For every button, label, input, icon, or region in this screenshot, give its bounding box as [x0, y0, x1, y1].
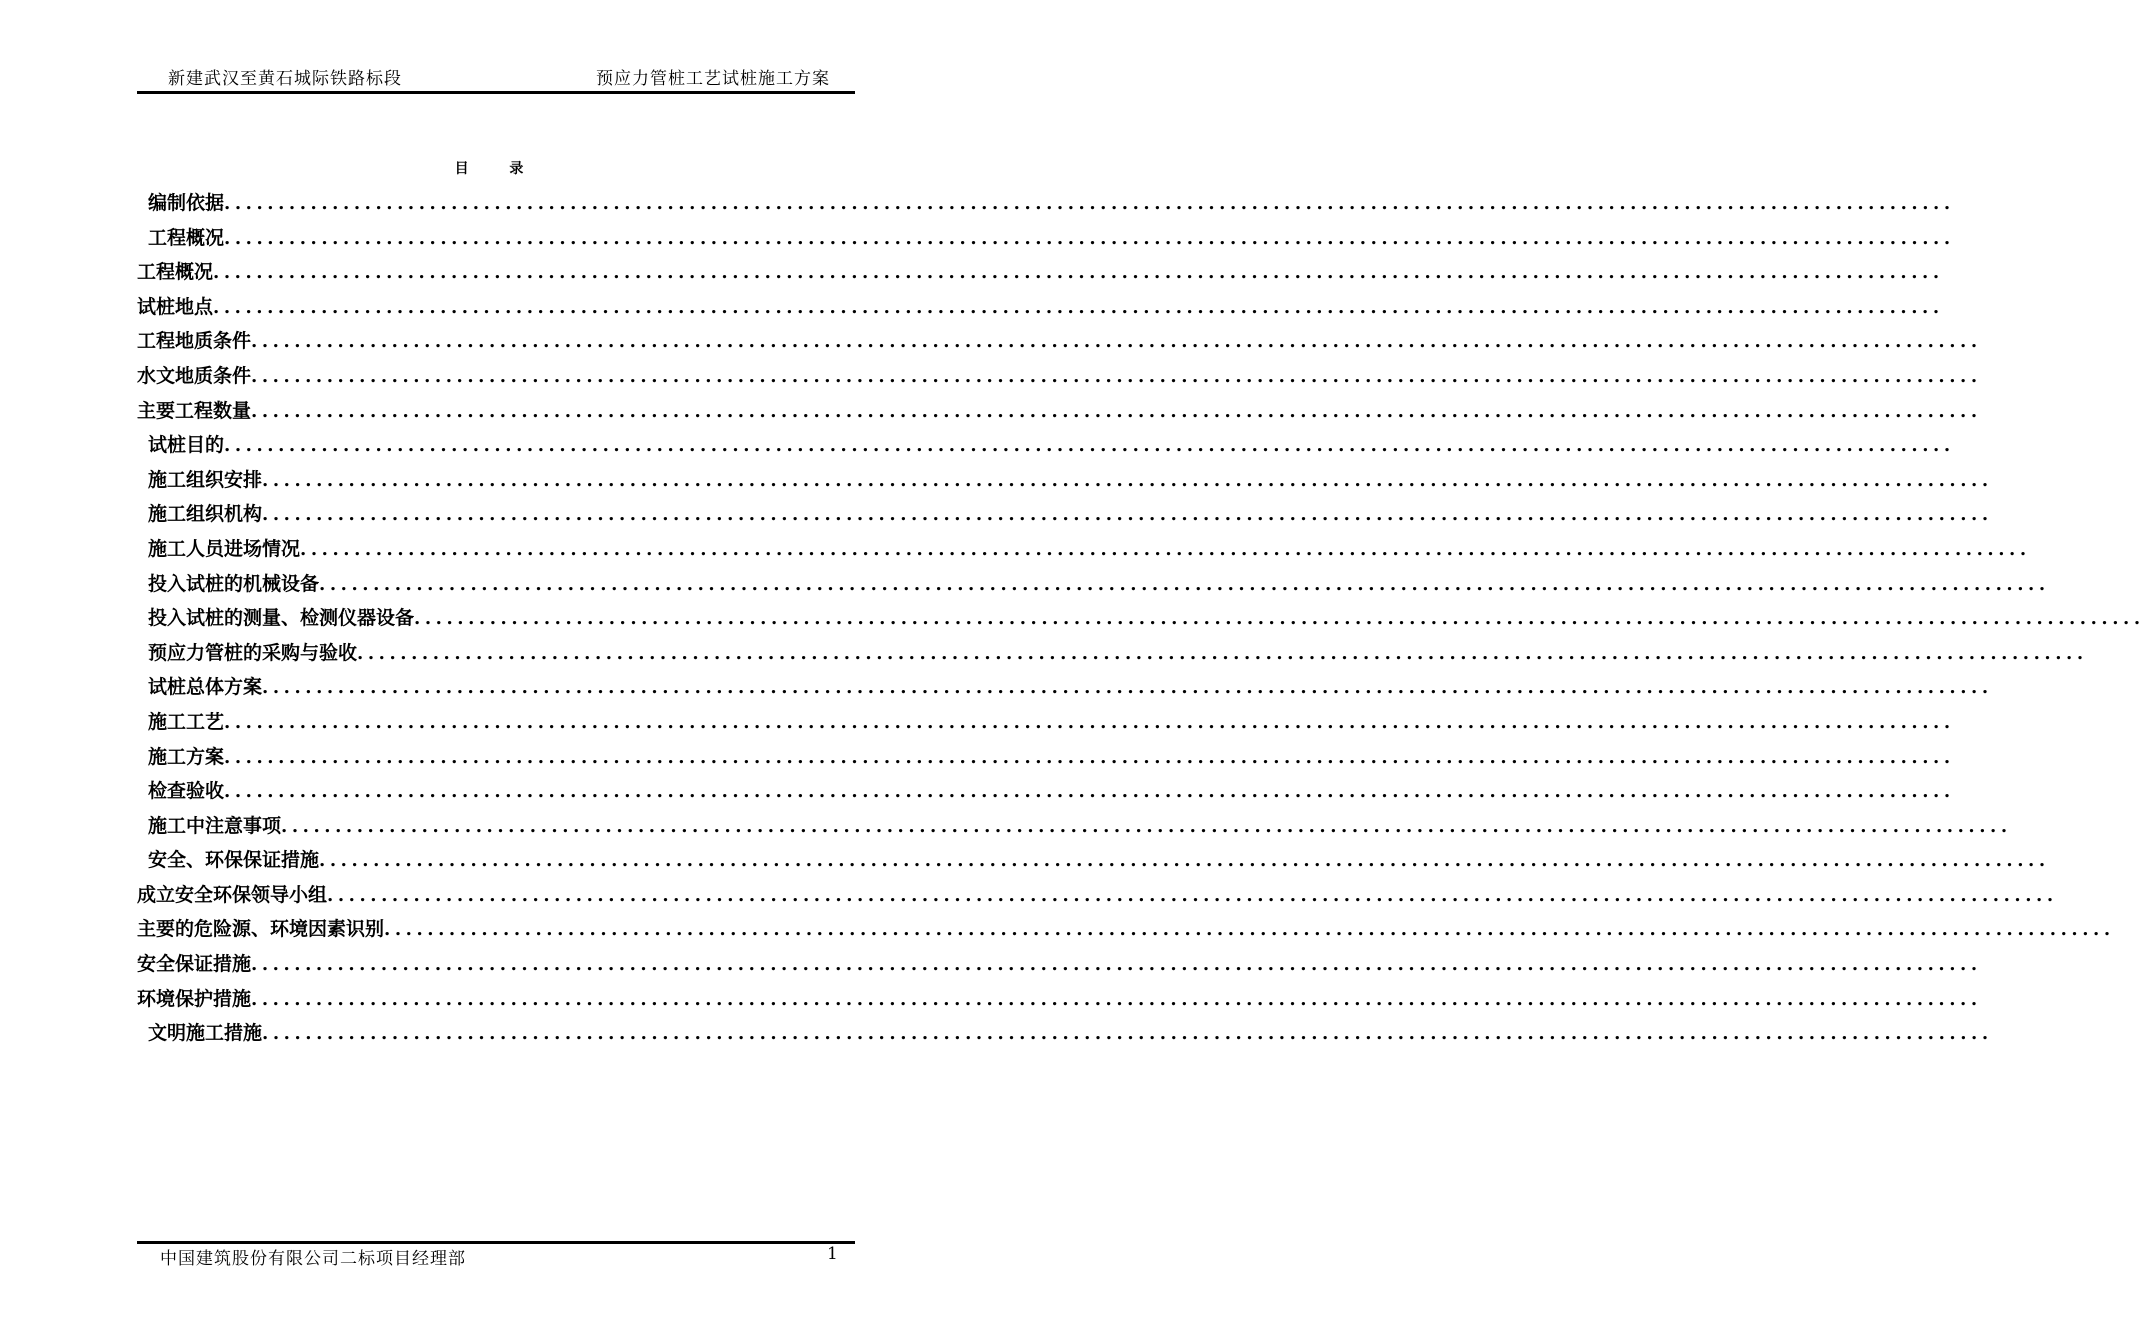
- toc-dot-leader: ................................................................................................................................................................: [251, 988, 1982, 1010]
- toc-dot-leader: ................................................................................................................................................................: [224, 746, 1955, 768]
- toc-entry-label: 施工方案: [148, 745, 225, 768]
- header-document-title: 预应力管桩工艺试桩施工方案: [596, 69, 830, 89]
- toc-entry[interactable]: [137, 359, 1982, 394]
- toc-dot-leader: ................................................................................................................................................................: [224, 781, 1955, 803]
- toc-dot-leader: ................................................................................................................................................................: [251, 954, 1982, 976]
- toc-entry-label: 安全、环保保证措施: [148, 849, 320, 872]
- toc-title: 目 录: [454, 161, 542, 177]
- toc-dot-leader: ................................................................................................................................................................: [251, 400, 1982, 422]
- page-number: 1: [827, 1244, 838, 1264]
- toc-entry[interactable]: [137, 982, 1982, 1017]
- toc-dot-leader: ................................................................................................................................................................: [224, 435, 1955, 457]
- toc-dot-leader: ................................................................................................................................................................: [262, 677, 1993, 699]
- page-header: [138, 64, 854, 94]
- toc-entry-label: 施工组织机构: [148, 503, 263, 526]
- toc-entry-label: 工程概况: [148, 226, 225, 249]
- toc-entry[interactable]: [137, 705, 1955, 740]
- toc-dot-leader: ................................................................................................................................................................: [319, 850, 2050, 872]
- toc-dot-leader: ................................................................................................................................................................: [357, 642, 2088, 664]
- toc-entry-label: 检查验收: [148, 780, 225, 803]
- toc-entry[interactable]: [137, 878, 2058, 913]
- toc-entry-label: 试桩目的: [148, 434, 225, 457]
- toc-entry[interactable]: [137, 532, 2031, 567]
- toc-entry[interactable]: [137, 740, 1955, 775]
- toc-dot-leader: ................................................................................................................................................................: [414, 608, 2145, 630]
- toc-dot-leader: ................................................................................................................................................................: [251, 331, 1982, 353]
- toc-entry[interactable]: [137, 947, 1982, 982]
- toc-entry-label: 水文地质条件: [137, 364, 252, 387]
- toc-dot-leader: ................................................................................................................................................................: [319, 573, 2050, 595]
- toc-entry[interactable]: [137, 186, 1955, 221]
- toc-entry[interactable]: [137, 670, 1993, 705]
- header-project-name: 新建武汉至黄石城际铁路标段: [168, 69, 402, 89]
- toc-entry-label: 施工工艺: [148, 710, 225, 733]
- toc-entry-label: 施工中注意事项: [148, 814, 282, 837]
- toc-entry-label: 投入试桩的测量、检测仪器设备: [148, 607, 415, 630]
- toc-entry-label: 环境保护措施: [137, 987, 252, 1010]
- toc-dot-leader: ................................................................................................................................................................: [224, 711, 1955, 733]
- toc-entry-label: 试桩地点: [137, 295, 214, 318]
- toc-dot-leader: ................................................................................................................................................................: [213, 296, 1944, 318]
- toc-dot-leader: ................................................................................................................................................................: [281, 815, 2012, 837]
- toc-entry-label: 文明施工措施: [148, 1022, 263, 1045]
- toc-entry[interactable]: [137, 221, 1955, 256]
- toc-entry-label: 编制依据: [148, 192, 225, 214]
- toc-entry-label: 工程概况: [137, 261, 214, 284]
- toc-dot-leader: ................................................................................................................................................................: [224, 193, 1955, 214]
- toc-dot-leader: ................................................................................................................................................................: [300, 538, 2031, 560]
- toc-entry[interactable]: [137, 497, 1993, 532]
- toc-dot-leader: ................................................................................................................................................................: [384, 919, 2115, 941]
- toc-dot-leader: ................................................................................................................................................................: [213, 262, 1944, 284]
- toc-entry[interactable]: [137, 255, 1944, 290]
- table-of-contents: [137, 186, 2145, 1051]
- toc-entry[interactable]: [137, 912, 2115, 947]
- toc-dot-leader: ................................................................................................................................................................: [251, 365, 1982, 387]
- toc-entry[interactable]: [137, 774, 1955, 809]
- toc-entry[interactable]: [137, 567, 2050, 602]
- footer-company-name: 中国建筑股份有限公司二标项目经理部: [160, 1249, 466, 1269]
- toc-entry-label: 主要工程数量: [137, 399, 252, 422]
- toc-entry-label: 投入试桩的机械设备: [148, 572, 320, 595]
- toc-entry-label: 施工人员进场情况: [148, 537, 301, 560]
- header-rule: [137, 91, 855, 94]
- toc-entry[interactable]: [137, 636, 2088, 671]
- toc-entry[interactable]: [137, 463, 1993, 498]
- toc-entry-label: 主要的危险源、环境因素识别: [137, 918, 385, 941]
- toc-entry[interactable]: [137, 324, 1982, 359]
- toc-entry[interactable]: [137, 290, 1944, 325]
- toc-dot-leader: ................................................................................................................................................................: [262, 504, 1993, 526]
- toc-entry-label: 工程地质条件: [137, 330, 252, 353]
- toc-entry[interactable]: [137, 809, 2012, 844]
- toc-dot-leader: ................................................................................................................................................................: [327, 884, 2058, 906]
- toc-dot-leader: ................................................................................................................................................................: [224, 227, 1955, 249]
- toc-entry-label: 预应力管桩的采购与验收: [148, 641, 358, 664]
- toc-entry[interactable]: [137, 1016, 1993, 1051]
- toc-entry-label: 试桩总体方案: [148, 676, 263, 699]
- toc-entry[interactable]: [137, 843, 2050, 878]
- toc-entry[interactable]: [137, 601, 2145, 636]
- toc-entry[interactable]: [137, 394, 1982, 429]
- toc-entry-label: 安全保证措施: [137, 953, 252, 976]
- toc-entry[interactable]: [137, 428, 1955, 463]
- toc-dot-leader: ................................................................................................................................................................: [262, 1023, 1993, 1045]
- toc-entry-label: 成立安全环保领导小组: [137, 883, 328, 906]
- toc-entry-label: 施工组织安排: [148, 468, 263, 491]
- toc-dot-leader: ................................................................................................................................................................: [262, 469, 1993, 491]
